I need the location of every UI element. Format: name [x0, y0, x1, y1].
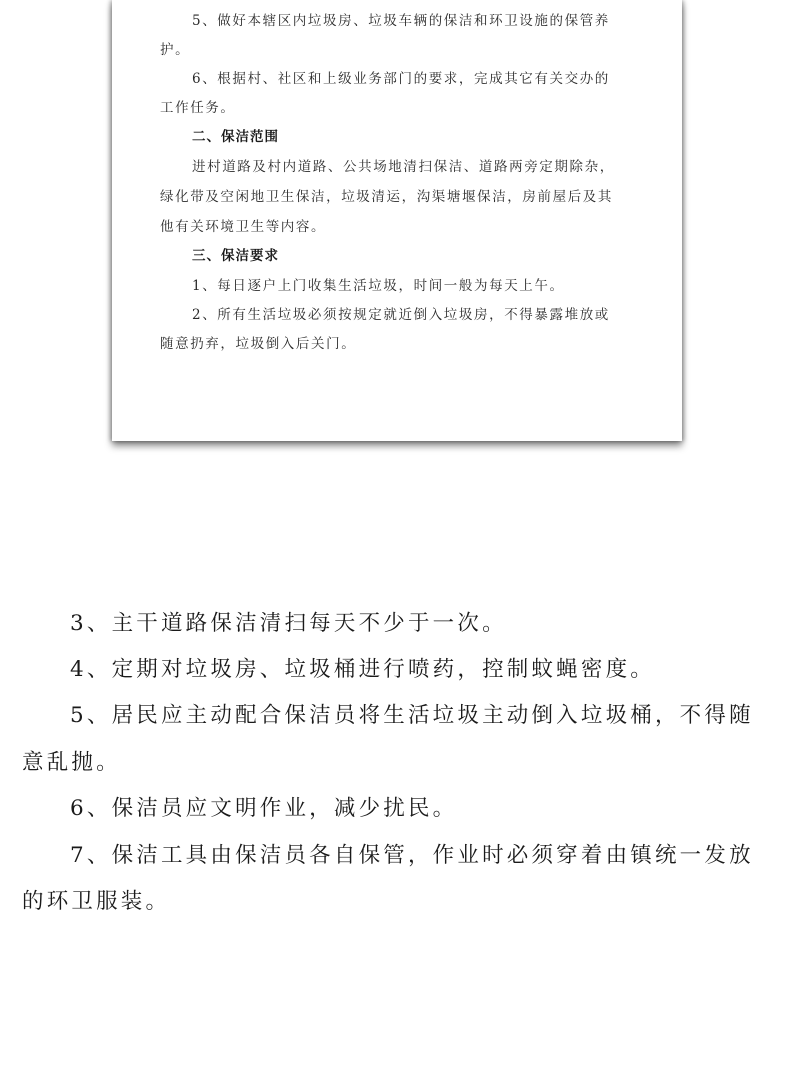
page-line: 进村道路及村内道路、公共场地清扫保洁、道路两旁定期除杂， [192, 159, 615, 175]
page-line: 1、每日逐户上门收集生活垃圾，时间一般为每天上午。 [192, 278, 565, 294]
body-line: 3、主干道路保洁清扫每天不少于一次。 [70, 611, 507, 636]
page-line: 6、根据村、社区和上级业务部门的要求，完成其它有关交办的 [192, 71, 610, 87]
body-line: 4、定期对垃圾房、垃圾桶进行喷药，控制蚊蝇密度。 [70, 657, 655, 682]
section-heading-requirements: 三、保洁要求 [192, 248, 279, 264]
body-line: 6、保洁员应文明作业，减少扰民。 [70, 796, 458, 821]
page-line: 5、做好本辖区内垃圾房、垃圾车辆的保洁和环卫设施的保管养 [192, 13, 610, 29]
page-line: 2、所有生活垃圾必须按规定就近倒入垃圾房，不得暴露堆放或 [192, 307, 610, 323]
page-line: 随意扔弃，垃圾倒入后关门。 [160, 336, 357, 352]
page-line: 他有关环境卫生等内容。 [160, 219, 327, 235]
page-line: 绿化带及空闲地卫生保洁，垃圾清运，沟渠塘堰保洁，房前屋后及其 [160, 189, 613, 205]
body-line: 5、居民应主动配合保洁员将生活垃圾主动倒入垃圾桶，不得随 [70, 703, 754, 728]
section-heading-scope: 二、保洁范围 [192, 129, 279, 145]
body-line: 意乱抛。 [22, 750, 121, 775]
embedded-document-page [112, 0, 682, 441]
page-line: 工作任务。 [160, 100, 236, 116]
page-line: 护。 [160, 42, 191, 58]
body-line: 的环卫服装。 [22, 889, 171, 914]
body-line: 7、保洁工具由保洁员各自保管，作业时必须穿着由镇统一发放 [70, 843, 754, 868]
